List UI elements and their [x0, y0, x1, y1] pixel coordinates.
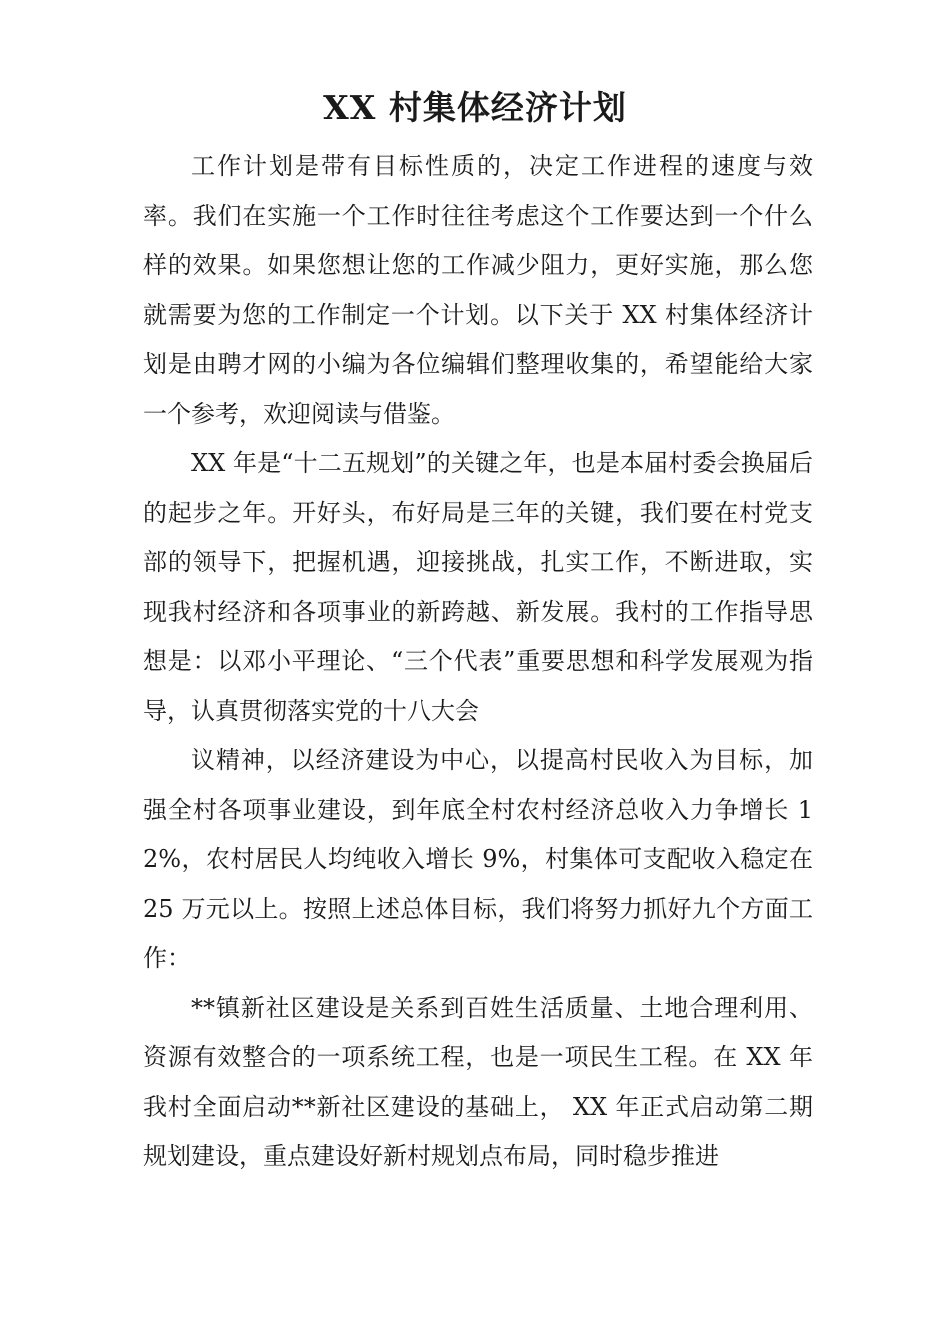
document-title: XX 村集体经济计划 — [323, 88, 627, 127]
document-body — [143, 142, 813, 1182]
paragraph-guiding-thought: XX 年是“十二五规划”的关键之年，也是本届村委会换届后的起步之年。开好头，布好局是三年的关键，我们要在村党支部的领导下，把握机遇，迎接挑战，扎实工作，不断进取，实现我村经济和各项事业的新跨越、新发展。我村的工作指导思想是：以邓小平理论、“三个代表”重要思想和科学发展观为指导，认真贯彻落实党的十八大会 — [143, 449, 813, 725]
paragraph-goals: 议精神，以经济建设为中心，以提高村民收入为目标，加强全村各项事业建设，到年底全村农村经济总收入力争增长 12%，农村居民人均纯收入增长 9%，村集体可支配收入稳定在 25 万元以上。按照上述总体目标，我们将努力抓好九个方面工作： — [143, 746, 813, 972]
paragraph-intro: 工作计划是带有目标性质的，决定工作进程的速度与效率。我们在实施一个工作时往往考虑这个工作要达到一个什么样的效果。如果您想让您的工作减少阻力，更好实施，那么您就需要为您的工作制定一个计划。以下关于 XX 村集体经济计划是由聘才网的小编为各位编辑们整理收集的，希望能给大家一个参考，欢迎阅读与借鉴。 — [143, 152, 813, 428]
paragraph-new-community: **镇新社区建设是关系到百姓生活质量、土地合理利用、资源有效整合的一项系统工程，也是一项民生工程。在 XX 年我村全面启动**新社区建设的基础上， XX 年正式启动第二期规划建设，重点建设好新村规划点布局，同时稳步推进 — [143, 993, 813, 1170]
